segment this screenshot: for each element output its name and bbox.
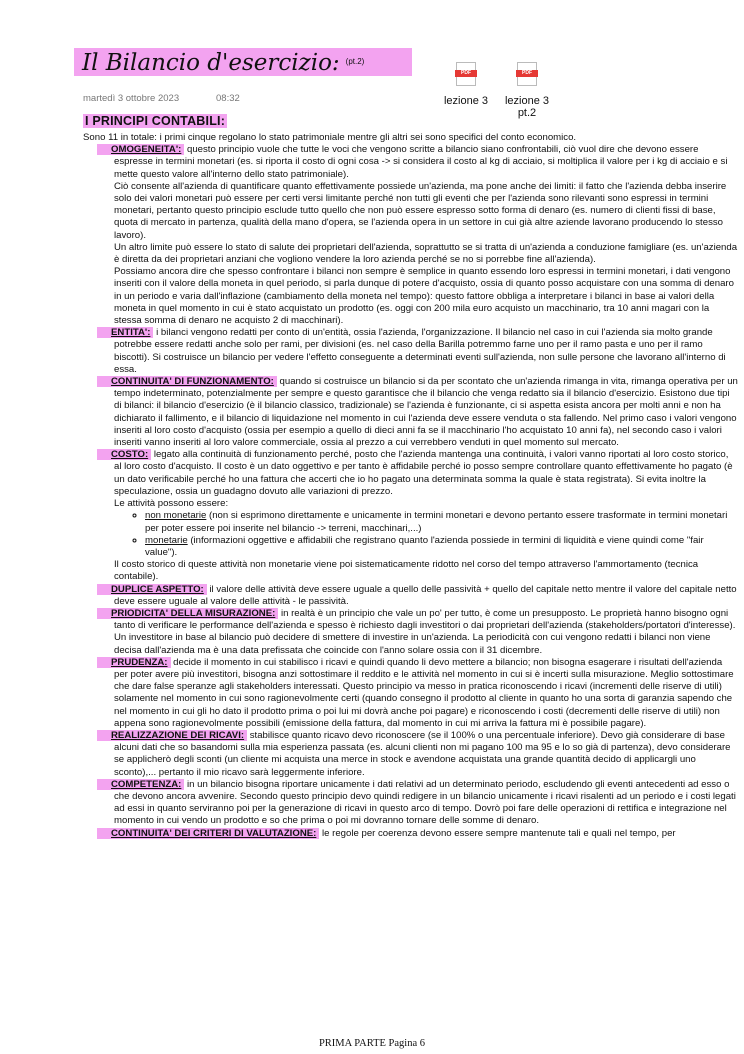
- page-footer: PRIMA PARTE Pagina 6: [318, 1038, 426, 1049]
- principle-text: il valore delle attività deve essere uguale a quello delle passività + quello del capitale netto mentre il valore del capitale netto deve essere uguale al valore delle attività - le passività.: [114, 583, 737, 607]
- note-body: [83, 132, 738, 840]
- list-item: [111, 607, 738, 657]
- list-item: [145, 510, 738, 534]
- title-suffix: (pt.2): [345, 57, 365, 66]
- principle-term: REALIZZAZIONE DEI RICAVI:: [111, 729, 245, 741]
- pdf-icon: PDF: [456, 62, 476, 86]
- list-item: [111, 449, 738, 583]
- list-item: [111, 376, 738, 449]
- principle-text: Possiamo ancora dire che spesso confrontare i bilanci non sempre è semplice in quanto essendo loro espressi in termini monetari, i dati vengono inseriti con il valore della moneta in quel periodo, si parla dunque di potere d'acquisto, ossia di quanto posso acquistare con una somma di denaro in un periodo e varia dall'inflazione (cambiamento della moneta nel tempo): questo fattore obbliga a interpretare i bilanci in base ai valori della moneta in quel momento in cui è stato acquistato un prodotto (es. oggi con 200 mila euro acquisto un macchinario, tra 10 anni magari con la stessa somma di denaro ne acquisto 2 di macchinari).: [114, 266, 734, 327]
- principle-text: legato alla continuità di funzionamento perché, posto che l'azienda mantenga una continuità, i valori vanno riportati al loro costo storico, al loro costo d'acquisto. Il costo è un dato oggettivo e per tanto è affidabile perché io posso sempre controllare quanto effettivamente ho pagato (è un dato verificabile perché ho una fattura che accerti che io ho pagato una determinata somma la quale è stata registrata). Si evita inoltre la speculazione, ossia un guadagno dovuto alle variazioni di prezzo.: [114, 449, 733, 497]
- note-time: 08:32: [216, 93, 240, 104]
- principle-text: le regole per coerenza devono essere sempre mantenute tali e quali nel tempo, per: [322, 827, 676, 839]
- principle-term: COMPETENZA:: [111, 778, 182, 790]
- list-item: [111, 656, 738, 730]
- principle-text: in realtà è un principio che vale un po' per tutto, è come un presupposto. Le proprietà hanno bisogno ogni tanto di verificare le performance dell'azienda e spesso è richiesto dagli investitori o dai proprietari dell'azienda (stakeholders/portatori d'interesse). Un investitore in base al bilancio può decidere di smettere di investire in un'azienda. La periodicità con cui vengono redatti i bilanci non viene decisa dall'azienda ma è una data prefissata che coincide con l'anno solare ossia con il 31 dicembre.: [114, 607, 736, 656]
- principle-text: quando si costruisce un bilancio si da per scontato che un'azienda rimanga in vita, rimanga operativa per un tempo indeterminato, potenzialmente per sempre e questo garantisce che il bilancio che venga redatto sia il bilancio d'esercizio. Esistono due tipi di bilanci: il bilancio d'esercizio (è il bilancio classico, tradizionale) se l'azienda è funzionante, ci si aspetta esista ancora per molti anni e non ha dichiarato il fallimento, e il bilancio di liquidazione nel momento in cui l'azienda deve essere venduta o sta fallendo. Nel primo caso i valori vengono inseriti al loro costo d'acquisto (ossia per esempio a quello di dieci anni fa se il macchinario l'ho acquistato 10 anni fa), nel secondo caso i valori inseriti vanno inseriti al loro valore commerciale, ossia al prezzo a cui verrebbero venduti in quel momento sul mercato.: [114, 376, 738, 449]
- attachment-lezione-3-pt2[interactable]: [497, 62, 557, 119]
- sub-list: [114, 510, 738, 559]
- principle-term: PRIODICITA' DELLA MISURAZIONE:: [111, 607, 276, 619]
- page-title: Il Bilancio d'esercizio: $^{(pt.2)}$: [82, 50, 365, 76]
- principles-list: [83, 144, 738, 840]
- intro-text: Sono 11 in totale: i primi cinque regolano lo stato patrimoniale mentre gli altri sei sono specifici del conto economico.: [83, 132, 577, 143]
- principle-text: in un bilancio bisogna riportare unicamente i dati relativi ad un determinato periodo, escludendo gli eventi antecedenti ad esso o che devono ancora avvenire. Secondo questo principio devo quindi redigere in un bilancio unicamente i ricavi risalenti ad un periodo e i costi legati ad essi in quanto serviranno poi per la generazione di ricavi in questo arco di tempo. Dovrò poi fare delle operazioni di rettifica e integrazione nel momento in cui vendo un prodotto e so che prima o poi mi dovranno tornare delle somme di denaro.: [114, 778, 736, 827]
- principle-term: CONTINUITA' DEI CRITERI DI VALUTAZIONE:: [111, 827, 317, 839]
- principle-text: Il costo storico di queste attività non monetarie viene poi sistematicamente ridotto nel corso del tempo attraverso l'ammortamento (tecnica contabile).: [114, 559, 699, 583]
- sub-term: monetarie: [145, 534, 188, 546]
- sub-text: (non si esprimono direttamente e unicamente in termini monetari e devono pertanto essere trasformate in termini monetari per poter essere poi inserite nel bilancio -> terreni, macchinari,...): [145, 510, 728, 534]
- principle-text: Ciò consente all'azienda di quantificare quanto effettivamente possiede un'azienda, ma pone anche dei limiti: il fatto che l'azienda debba inserire solo dei valori monetari può essere per certi versi limitante perché non tutti gli eventi che per l'azienda sono rilevanti sono espressi in termini monetari, pertanto questo principio esclude tutto quello che non può essere espresso sotto forma di denaro (es. numero di clienti fissi di base, quota di mercato in partenza, qualità della mano d'opera, se l'azienda opera in un settore in cui già altre aziende lavorano producendo lo stesso lavoro).: [114, 180, 727, 241]
- list-item: [111, 778, 738, 828]
- principle-term: DUPLICE ASPETTO:: [111, 583, 204, 595]
- principle-text: Le attività possono essere:: [114, 498, 229, 510]
- principle-term: COSTO:: [111, 449, 149, 461]
- principle-text: questo principio vuole che tutte le voci che vengono scritte a bilancio siano confrontabili, ciò vuol dire che devono essere espresse in termini monetari (es. si riporta il costo di ogni cosa -> si considera il costo al kg di acciaio, si moltiplica il valore per i kg di acciaio e si mette questo valore all'interno dello stato patrimoniale).: [114, 144, 728, 180]
- principle-term: CONTINUITA' DI FUNZIONAMENTO:: [111, 376, 274, 388]
- section-heading: I PRINCIPI CONTABILI:: [85, 114, 226, 128]
- list-item: [111, 583, 738, 608]
- principle-term: OMOGENEITA':: [111, 144, 182, 156]
- principle-term: PRUDENZA:: [111, 656, 168, 668]
- principle-text: stabilisce quanto ricavo devo riconoscere (se il 100% o una percentuale inferiore). Devo già considerare di base alcuni dati che so basandomi sulla mia esperienza passata (es. alcuni clienti non mi pagano 100 ma 95 e lo so già di partenza), devo considerare se applicherò degli sconti (un cliente mi acquista una merce in stock e avendone acquistata una grande quantità decido di applicargli uno sconto),... pertanto il mio ricavo sarà leggermente inferiore.: [114, 729, 731, 778]
- sub-term: non monetarie: [145, 510, 207, 522]
- principle-term: ENTITA':: [111, 327, 151, 339]
- attachment-label: lezione 3: [443, 95, 489, 107]
- principle-text: decide il momento in cui stabilisco i ricavi e quindi quando li devo mettere a bilancio; non bisogna esagerare i risultati dell'azienda per poter avere più investitori, bisogna anzi sottostimare il reddito e le attività nel momento in cui si è incerti sulla misurazione. Meglio sottostimare che dare false speranze agli stakeholders interessati. Questo principio va messo in pratica riconoscendo i ricavi (incrementi delle riserve di utili) solamente nel momento in cui sono ragionevolmente certi (quando consegno il prodotto al cliente in quanto ho una sorta di garanzia sapendo che nel momento in cui gli ho dato il prodotto prima o poi lui mi dovrà anche poi pagare) e riconoscendo i costi (decrementi delle riserve di utili) non appena sono ragionevolmente possibili (emissione della fattura, dal momento in cui mi arriva la fattura mi è possibile pagare).: [114, 656, 734, 729]
- list-item: [111, 327, 738, 376]
- pdf-icon: PDF: [517, 62, 537, 86]
- attachment-label: lezione 3 pt.2: [504, 95, 550, 119]
- list-item: [111, 144, 738, 327]
- principle-text: Un altro limite può essere lo stato di salute dei proprietari dell'azienda, soprattutto se si tratta di un'azienda a conduzione famigliare (es. un'azienda è diretta da dei proprietari anziani che vogliono vendere la loro azienda perché se no si porrebbe fine all'azienda).: [114, 241, 738, 266]
- sub-text: (informazioni oggettive e affidabili che registrano quanto l'azienda possiede in termini di liquidità e viene quindi come "fair value").: [145, 534, 704, 558]
- list-item: [111, 827, 738, 840]
- list-item: [111, 729, 738, 779]
- attachment-lezione-3[interactable]: [436, 62, 496, 107]
- list-item: [145, 535, 738, 559]
- principle-text: i bilanci vengono redatti per conto di un'entità, ossia l'azienda, l'organizzazione. Il bilancio nel caso in cui l'azienda sia molto grande potrebbe essere redatti anche solo per rami, per divisioni (es. nel caso della Barilla potremmo farne uno per il ramo pasta e uno per il ramo biscotti). Si costruisce un bilancio per vedere l'effetto conseguente a determinati eventi sull'azienda, non sulle persone che lavorano all'interno di essa.: [114, 327, 726, 375]
- note-date: martedì 3 ottobre 2023: [83, 93, 180, 104]
